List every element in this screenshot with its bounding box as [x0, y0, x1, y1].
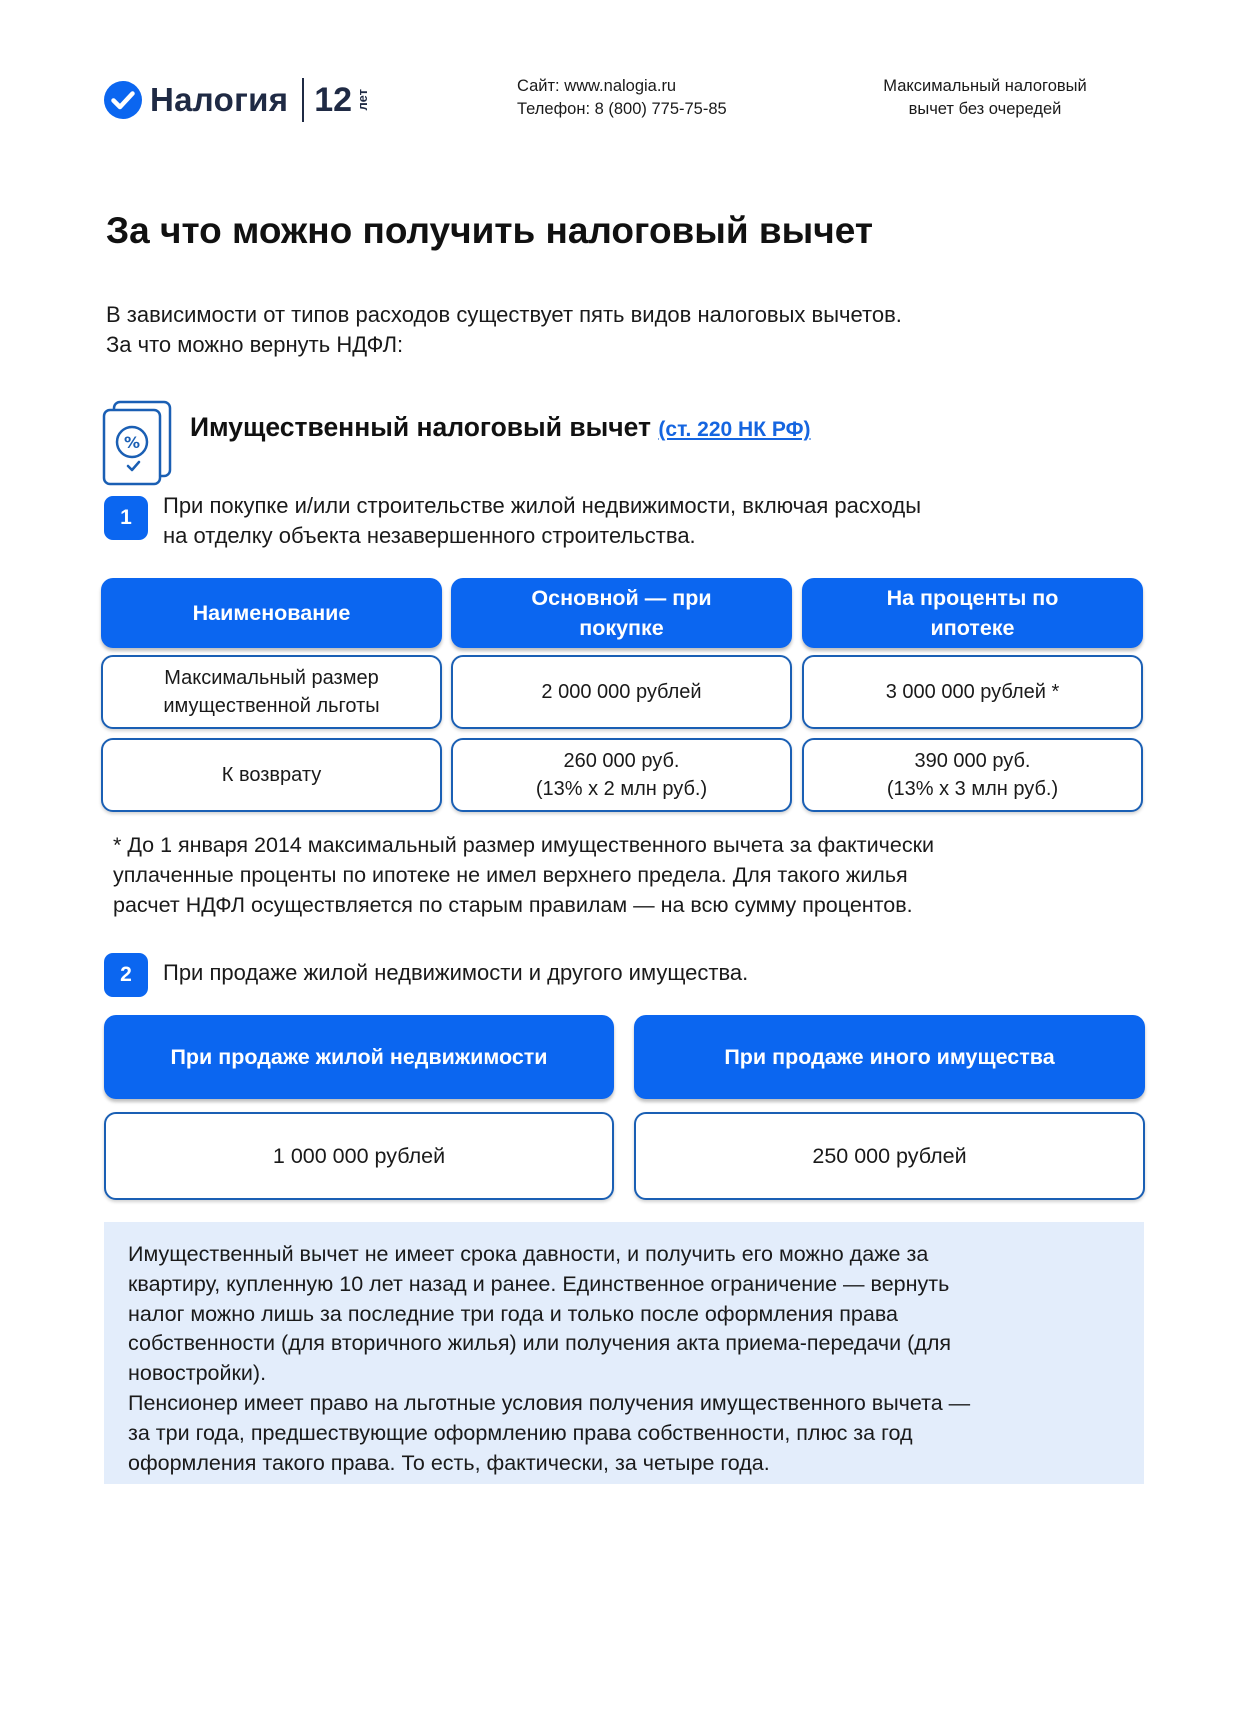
table-cell — [451, 738, 792, 812]
table-cell — [101, 655, 442, 729]
table-header-cell — [451, 578, 792, 648]
note-line: собственности (для вторичного жилья) или получения акта приема-передачи (для — [128, 1331, 952, 1356]
item-1-line-1: При покупке и/или строительстве жилой недвижимости, включая расходы — [163, 493, 922, 518]
section-title — [190, 412, 811, 443]
header-line: Наименование — [192, 601, 351, 625]
contacts — [517, 75, 727, 121]
footnote-line-2: уплаченные проценты по ипотеке не имел верхнего предела. Для такого жилья — [113, 863, 908, 887]
footnote — [113, 830, 1073, 920]
note-line: Пенсионер имеет право на льготные условия получения имущественного вычета — — [128, 1390, 971, 1415]
header-line: покупке — [579, 616, 664, 640]
item-2-text: При продаже жилой недвижимости и другого имущества. — [163, 960, 749, 985]
footnote-line-1: * До 1 января 2014 максимальный размер имущественного вычета за фактически — [113, 833, 934, 857]
intro-line-2: За что можно вернуть НДФЛ: — [106, 332, 404, 357]
note-line: оформления такого права. То есть, фактически, за четыре года. — [128, 1450, 770, 1475]
header-line: ипотеке — [930, 616, 1015, 640]
table-cell: 1 000 000 рублей — [104, 1112, 614, 1200]
item-number-badge: 2 — [104, 953, 148, 997]
intro-line-1: В зависимости от типов расходов существует пять видов налоговых вычетов. — [106, 302, 902, 327]
percent-symbol: % — [123, 433, 141, 452]
table-header-cell — [802, 578, 1143, 648]
phone-link[interactable]: Телефон: 8 (800) 775-75-85 — [517, 100, 727, 118]
header-line: Основной — при — [531, 586, 712, 610]
cell-line: Максимальный размер — [164, 667, 379, 689]
tagline-line-2: вычет без очередей — [908, 100, 1062, 118]
tax-document-icon — [100, 400, 176, 486]
table-header-cell: При продаже иного имущества — [634, 1015, 1145, 1099]
law-article-link[interactable]: (ст. 220 НК РФ) — [658, 418, 811, 441]
site-link[interactable]: Сайт: www.nalogia.ru — [517, 77, 677, 95]
cell-line: К возврату — [221, 764, 322, 786]
cell-line: 390 000 руб. — [914, 750, 1031, 772]
cell-line: 260 000 руб. — [563, 750, 680, 772]
note-line: новостройки). — [128, 1361, 267, 1386]
item-number-badge: 1 — [104, 496, 148, 540]
table-cell: 250 000 рублей — [634, 1112, 1145, 1200]
note-line: Имущественный вычет не имеет срока давности, и получить его можно даже за — [128, 1242, 929, 1266]
header-line: На проценты по — [886, 586, 1059, 610]
cell-line: имущественной льготы — [163, 695, 380, 717]
cell-line: (13% х 2 млн руб.) — [535, 778, 708, 800]
table-header-cell: При продаже жилой недвижимости — [104, 1015, 614, 1099]
cell-line: 3 000 000 рублей * — [885, 681, 1060, 703]
item-1-text — [163, 491, 921, 551]
item-1-line-2: на отделку объекта незавершенного строительства. — [163, 523, 696, 548]
tagline-line-1: Максимальный налоговый — [883, 77, 1087, 95]
intro-text — [106, 300, 902, 360]
logo-years: 12 — [314, 80, 353, 119]
section-title-text: Имущественный налоговый вычет — [190, 412, 652, 442]
table-cell — [451, 655, 792, 729]
note-line: налог можно лишь за последние три года и только после оформления права — [128, 1301, 898, 1326]
table-header-cell — [101, 578, 442, 648]
page-title: За что можно получить налоговый вычет — [106, 210, 873, 251]
tagline — [840, 75, 1130, 121]
footnote-line-3: расчет НДФЛ осуществляется по старым правилам — на всю сумму процентов. — [113, 893, 913, 917]
cell-line: (13% х 3 млн руб.) — [886, 778, 1059, 800]
logo-divider — [302, 78, 304, 122]
logo — [103, 78, 370, 122]
info-note — [104, 1222, 1144, 1484]
checkmark-circle-icon — [103, 80, 143, 120]
note-line: квартиру, купленную 10 лет назад и ранее. Единственное ограничение — вернуть — [128, 1271, 950, 1296]
table-cell — [802, 655, 1143, 729]
note-line: за три года, предшествующие оформлению права собственности, плюс за год — [128, 1420, 913, 1445]
table-cell — [802, 738, 1143, 812]
cell-line: 2 000 000 рублей — [541, 681, 702, 703]
table-cell — [101, 738, 442, 812]
logo-name: Налогия — [150, 81, 289, 118]
logo-years-unit: лет — [355, 89, 371, 111]
